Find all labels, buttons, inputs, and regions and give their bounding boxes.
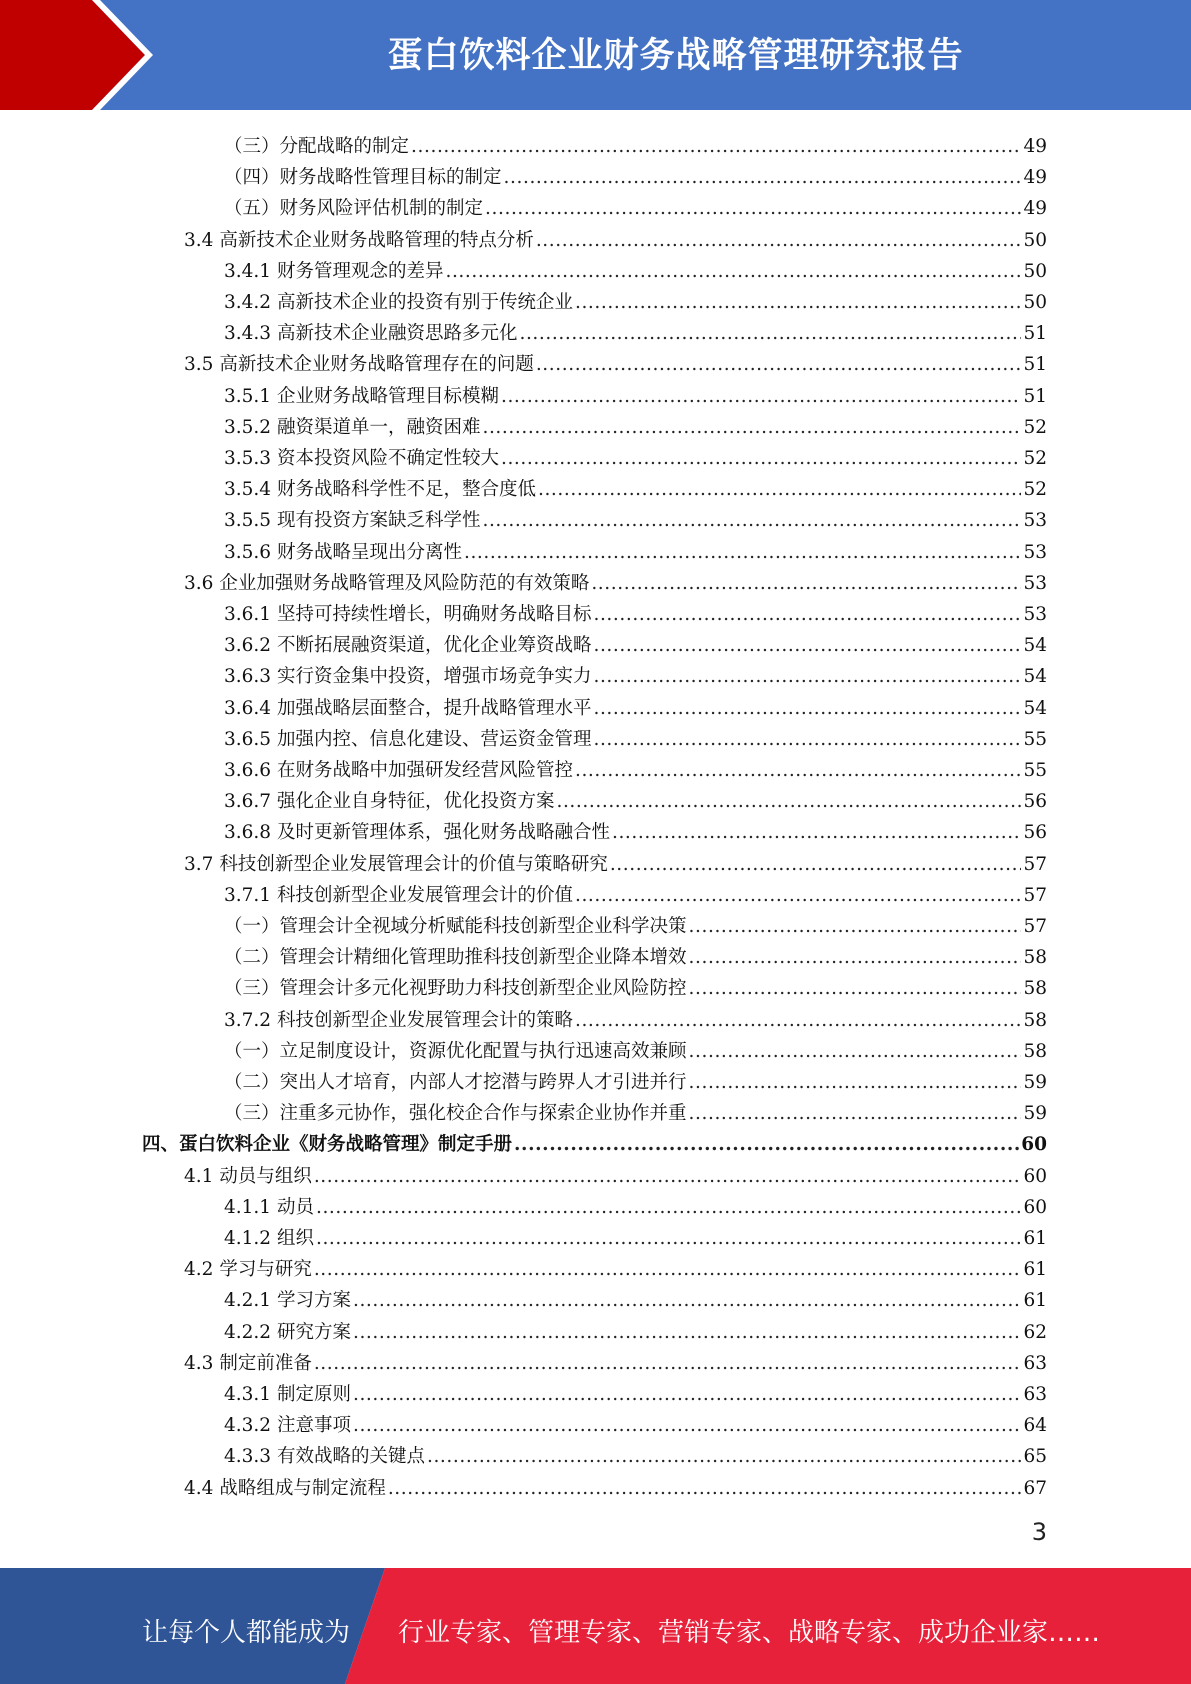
toc-entry[interactable] bbox=[224, 1437, 1047, 1468]
toc-dot-leader bbox=[353, 1384, 1021, 1406]
toc-entry[interactable] bbox=[224, 689, 1047, 720]
toc-entry-title: 加强战略层面整合，提升战略管理水平 bbox=[276, 697, 592, 719]
toc-entry-number: 4.3.1 bbox=[224, 1384, 277, 1405]
toc-dot-leader bbox=[314, 1353, 1022, 1375]
toc-entry-title: 融资渠道单一，融资困难 bbox=[276, 416, 481, 438]
toc-entry-title: 高新技术企业的投资有别于传统企业 bbox=[276, 292, 573, 313]
toc-entry-title: 学习与研究 bbox=[219, 1259, 312, 1281]
toc-entry[interactable] bbox=[224, 969, 1047, 1000]
toc-entry[interactable] bbox=[224, 751, 1047, 782]
toc-entry-page: 53 bbox=[1023, 604, 1047, 625]
toc-entry[interactable] bbox=[224, 252, 1047, 283]
toc-entry-number: 3.7.2 bbox=[224, 1009, 277, 1031]
toc-dot-leader bbox=[314, 1166, 1022, 1188]
toc-entry-number: 3.6.2 bbox=[224, 635, 277, 657]
toc-dot-leader bbox=[536, 230, 1022, 252]
toc-entry-page: 53 bbox=[1023, 572, 1047, 594]
toc-entry-number: 3.6.7 bbox=[224, 791, 277, 813]
toc-entry-title: 现有投资方案缺乏科学性 bbox=[276, 510, 481, 532]
toc-entry-page: 63 bbox=[1023, 1352, 1047, 1374]
toc-entry-number: 4.1.2 bbox=[224, 1228, 277, 1249]
toc-entry[interactable] bbox=[224, 938, 1047, 969]
toc-dot-leader bbox=[538, 479, 1021, 501]
toc-entry-title: 动员 bbox=[276, 1196, 314, 1218]
toc-entry-number: 3.5.4 bbox=[224, 479, 277, 501]
toc-entry-page: 50 bbox=[1023, 260, 1047, 282]
toc-entry-page: 52 bbox=[1023, 448, 1047, 469]
toc-dot-leader bbox=[593, 635, 1021, 657]
toc-entry[interactable] bbox=[184, 1250, 1047, 1281]
toc-entry-title: 高新技术企业融资思路多元化 bbox=[276, 323, 518, 345]
toc-dot-leader bbox=[427, 1446, 1021, 1468]
toc-entry-page: 64 bbox=[1023, 1415, 1047, 1437]
footer-slogan-right: 行业专家、管理专家、营销专家、战略专家、成功企业家…… bbox=[398, 1618, 1101, 1648]
toc-entry-number: 3.6.1 bbox=[224, 604, 277, 625]
toc-dot-leader bbox=[445, 261, 1021, 283]
toc-entry[interactable] bbox=[224, 408, 1047, 439]
toc-entry-page: 57 bbox=[1023, 916, 1047, 937]
toc-entry-page: 58 bbox=[1023, 947, 1047, 969]
toc-entry-title: 科技创新型企业发展管理会计的策略 bbox=[276, 1009, 573, 1031]
toc-entry[interactable] bbox=[224, 533, 1047, 564]
page-header bbox=[0, 0, 1191, 110]
toc-dot-leader bbox=[482, 510, 1021, 532]
toc-entry-number: 3.7 bbox=[184, 853, 220, 875]
toc-entry[interactable] bbox=[224, 595, 1047, 626]
toc-entry-title: （四）财务战略性管理目标的制定 bbox=[224, 167, 502, 189]
toc-entry[interactable] bbox=[224, 1188, 1047, 1219]
footer-slogan-left: 让每个人都能成为 bbox=[142, 1618, 351, 1648]
toc-entry-number: 3.5.2 bbox=[224, 416, 277, 438]
toc-dot-leader bbox=[536, 354, 1022, 376]
toc-entry-number: 3.5.5 bbox=[224, 510, 277, 532]
toc-entry-number: 3.6.4 bbox=[224, 697, 277, 719]
toc-entry-title: （二）管理会计精细化管理助推科技创新型企业降本增效 bbox=[224, 947, 687, 969]
toc-dot-leader bbox=[316, 1197, 1021, 1219]
toc-dot-leader bbox=[689, 978, 1022, 1000]
toc-entry-number: 3.6.5 bbox=[224, 728, 277, 750]
toc-dot-leader bbox=[593, 666, 1021, 688]
toc-entry-title: （一）立足制度设计，资源优化配置与执行迅速高效兼顾 bbox=[224, 1040, 687, 1062]
toc-entry-number: 3.6.6 bbox=[224, 760, 277, 781]
toc-dot-leader bbox=[689, 1041, 1022, 1063]
toc-dot-leader bbox=[482, 417, 1021, 439]
toc-dot-leader bbox=[575, 760, 1021, 782]
toc-entry-page: 50 bbox=[1023, 292, 1047, 313]
toc-entry-page: 51 bbox=[1023, 323, 1047, 345]
toc-entry-title: 战略组成与制定流程 bbox=[219, 1477, 386, 1499]
toc-entry-page: 55 bbox=[1023, 760, 1047, 781]
toc-entry-page: 52 bbox=[1023, 416, 1047, 438]
toc-entry-page: 59 bbox=[1023, 1072, 1047, 1093]
toc-entry[interactable] bbox=[224, 720, 1047, 751]
toc-entry-page: 52 bbox=[1023, 479, 1047, 501]
toc-entry[interactable] bbox=[184, 1469, 1047, 1500]
toc-entry[interactable] bbox=[224, 439, 1047, 470]
toc-dot-leader bbox=[353, 1322, 1021, 1344]
toc-entry-page: 57 bbox=[1023, 884, 1047, 906]
toc-entry[interactable] bbox=[224, 314, 1047, 345]
toc-entry-number: 4.4 bbox=[184, 1477, 220, 1499]
toc-entry-title: 高新技术企业财务战略管理的特点分析 bbox=[219, 229, 534, 251]
toc-entry[interactable] bbox=[224, 1313, 1047, 1344]
toc-dot-leader bbox=[388, 1478, 1022, 1500]
toc-entry-title: 坚持可持续性增长，明确财务战略目标 bbox=[276, 604, 592, 625]
toc-entry[interactable] bbox=[224, 813, 1047, 844]
toc-entry-page: 59 bbox=[1023, 1103, 1047, 1125]
toc-entry[interactable] bbox=[224, 1094, 1047, 1125]
toc-entry-page: 65 bbox=[1023, 1446, 1047, 1468]
toc-entry-page: 54 bbox=[1023, 666, 1047, 688]
toc-entry-title: 不断拓展融资渠道，优化企业筹资战略 bbox=[276, 635, 592, 657]
toc-entry-page: 53 bbox=[1023, 541, 1047, 563]
toc-entry-page: 60 bbox=[1023, 1165, 1047, 1187]
toc-entry-title: 企业加强财务战略管理及风险防范的有效策略 bbox=[219, 572, 590, 594]
toc-dot-leader bbox=[501, 448, 1021, 470]
toc-dot-leader bbox=[316, 1228, 1021, 1250]
toc-entry[interactable] bbox=[224, 1375, 1047, 1406]
toc-entry-page: 58 bbox=[1023, 1009, 1047, 1031]
toc-entry-title: 研究方案 bbox=[276, 1321, 351, 1343]
toc-entry-number: 3.4.3 bbox=[224, 323, 277, 345]
report-title: 蛋白饮料企业财务战略管理研究报告 bbox=[387, 36, 964, 76]
page-footer bbox=[0, 1568, 1191, 1684]
toc-entry-page: 58 bbox=[1023, 978, 1047, 1000]
toc-entry[interactable] bbox=[184, 221, 1047, 252]
toc-entry-page: 61 bbox=[1023, 1259, 1047, 1281]
toc-dot-leader bbox=[593, 729, 1021, 751]
toc-entry-number: 4.1 bbox=[184, 1165, 220, 1187]
toc-entry-number: 3.5 bbox=[184, 354, 220, 376]
toc-entry[interactable] bbox=[184, 345, 1047, 376]
toc-entry-number: 3.7.1 bbox=[224, 884, 277, 906]
toc-entry[interactable] bbox=[224, 1063, 1047, 1094]
toc-entry-page: 49 bbox=[1023, 167, 1047, 189]
toc-entry-title: 加强内控、信息化建设、营运资金管理 bbox=[276, 728, 592, 750]
toc-entry-title: 组织 bbox=[276, 1228, 314, 1249]
toc-entry-title: （五）财务风险评估机制的制定 bbox=[224, 198, 484, 220]
toc-dot-leader bbox=[485, 198, 1021, 220]
toc-entry[interactable] bbox=[184, 564, 1047, 595]
toc-entry-number: 4.2 bbox=[184, 1259, 220, 1281]
toc-entry[interactable] bbox=[224, 907, 1047, 938]
toc-dot-leader bbox=[689, 916, 1022, 938]
toc-entry[interactable] bbox=[224, 1281, 1047, 1312]
toc-entry-number: 3.5.1 bbox=[224, 385, 277, 407]
toc-entry-page: 61 bbox=[1023, 1290, 1047, 1312]
toc-entry-page: 51 bbox=[1023, 354, 1047, 376]
toc-entry[interactable] bbox=[184, 1157, 1047, 1188]
toc-entry-title: 资本投资风险不确定性较大 bbox=[276, 448, 499, 469]
toc-entry-title: 财务管理观念的差异 bbox=[276, 260, 444, 282]
toc-entry-title: （三）分配战略的制定 bbox=[224, 136, 410, 157]
toc-entry-page: 60 bbox=[1021, 1134, 1047, 1156]
toc-entry[interactable] bbox=[142, 1125, 1047, 1156]
toc-entry[interactable] bbox=[224, 626, 1047, 657]
toc-dot-leader bbox=[501, 386, 1021, 408]
toc-entry[interactable] bbox=[224, 158, 1047, 189]
toc-entry[interactable] bbox=[224, 189, 1047, 220]
toc-entry-title: 学习方案 bbox=[276, 1290, 351, 1312]
toc-dot-leader bbox=[504, 167, 1022, 189]
toc-entry-number: 3.6.3 bbox=[224, 666, 277, 688]
toc-dot-leader bbox=[514, 1134, 1019, 1156]
toc-entry-page: 58 bbox=[1023, 1040, 1047, 1062]
toc-entry[interactable] bbox=[224, 657, 1047, 688]
toc-entry-title: 实行资金集中投资，增强市场竞争实力 bbox=[276, 666, 592, 688]
toc-entry-title: 强化企业自身特征，优化投资方案 bbox=[276, 791, 555, 813]
toc-entry-title: 制定前准备 bbox=[219, 1352, 312, 1374]
toc-entry-page: 67 bbox=[1023, 1477, 1047, 1499]
toc-entry-title: 高新技术企业财务战略管理存在的问题 bbox=[219, 354, 534, 376]
toc-entry-title: 科技创新型企业发展管理会计的价值 bbox=[276, 884, 573, 906]
toc-entry[interactable] bbox=[184, 845, 1047, 876]
toc-entry-number: 3.6.8 bbox=[224, 822, 277, 844]
toc-entry[interactable] bbox=[224, 470, 1047, 501]
toc-entry-title: 四、蛋白饮料企业《财务战略管理》制定手册 bbox=[142, 1134, 513, 1156]
toc-dot-leader bbox=[575, 1010, 1021, 1032]
toc-entry-title: 在财务战略中加强研发经营风险管控 bbox=[276, 760, 573, 781]
toc-entry-page: 57 bbox=[1023, 853, 1047, 875]
toc-dot-leader bbox=[464, 542, 1021, 564]
toc-entry-title: （三）管理会计多元化视野助力科技创新型企业风险防控 bbox=[224, 978, 687, 1000]
toc-dot-leader bbox=[689, 947, 1022, 969]
toc-dot-leader bbox=[575, 292, 1021, 314]
toc-entry-page: 51 bbox=[1023, 385, 1047, 407]
toc-entry-number: 4.3.3 bbox=[224, 1446, 277, 1468]
toc-entry-title: 制定原则 bbox=[276, 1384, 351, 1405]
toc-entry[interactable] bbox=[224, 876, 1047, 907]
toc-entry-number: 3.4.1 bbox=[224, 260, 277, 282]
toc-entry[interactable] bbox=[224, 377, 1047, 408]
toc-dot-leader bbox=[593, 698, 1021, 720]
toc-entry-page: 50 bbox=[1023, 229, 1047, 251]
toc-entry[interactable] bbox=[224, 501, 1047, 532]
toc-entry-number: 3.4.2 bbox=[224, 292, 277, 313]
toc-dot-leader bbox=[610, 854, 1022, 876]
toc-dot-leader bbox=[519, 323, 1021, 345]
toc-entry[interactable] bbox=[224, 1032, 1047, 1063]
toc-entry-number: 3.5.3 bbox=[224, 448, 277, 469]
toc-entry-number: 3.5.6 bbox=[224, 541, 277, 563]
toc-entry[interactable] bbox=[224, 127, 1047, 158]
toc-dot-leader bbox=[556, 791, 1021, 813]
toc-entry-title: 动员与组织 bbox=[219, 1165, 312, 1187]
toc-entry-page: 49 bbox=[1023, 198, 1047, 220]
toc-entry[interactable] bbox=[224, 1001, 1047, 1032]
toc-entry[interactable] bbox=[184, 1344, 1047, 1375]
toc-entry-page: 54 bbox=[1023, 635, 1047, 657]
toc-dot-leader bbox=[689, 1072, 1022, 1094]
toc-entry-title: 科技创新型企业发展管理会计的价值与策略研究 bbox=[219, 853, 608, 875]
toc-entry-number: 3.4 bbox=[184, 229, 220, 251]
toc-entry-number: 3.6 bbox=[184, 572, 220, 594]
toc-entry-title: 注意事项 bbox=[276, 1415, 351, 1437]
toc-entry-title: 财务战略呈现出分离性 bbox=[276, 541, 462, 563]
toc-dot-leader bbox=[411, 136, 1021, 158]
toc-dot-leader bbox=[353, 1415, 1021, 1437]
toc-dot-leader bbox=[575, 885, 1021, 907]
toc-dot-leader bbox=[353, 1290, 1021, 1312]
toc-entry-number: 4.1.1 bbox=[224, 1196, 277, 1218]
toc-entry-page: 63 bbox=[1023, 1384, 1047, 1405]
toc-entry[interactable] bbox=[224, 283, 1047, 314]
toc-entry-page: 62 bbox=[1023, 1321, 1047, 1343]
toc-dot-leader bbox=[591, 573, 1021, 595]
page-number: 3 bbox=[1031, 1518, 1047, 1546]
toc-entry-number: 4.3.2 bbox=[224, 1415, 277, 1437]
toc-entry-page: 60 bbox=[1023, 1196, 1047, 1218]
toc-entry[interactable] bbox=[224, 1406, 1047, 1437]
toc-dot-leader bbox=[612, 822, 1021, 844]
toc-entry-title: 财务战略科学性不足，整合度低 bbox=[276, 479, 536, 501]
toc-entry-number: 4.2.2 bbox=[224, 1321, 277, 1343]
toc-entry-page: 55 bbox=[1023, 728, 1047, 750]
toc-entry-page: 53 bbox=[1023, 510, 1047, 532]
toc-entry-title: 及时更新管理体系，强化财务战略融合性 bbox=[276, 822, 610, 844]
toc-entry-number: 4.3 bbox=[184, 1352, 220, 1374]
toc-entry-title: （三）注重多元协作，强化校企合作与探索企业协作并重 bbox=[224, 1103, 687, 1125]
toc-entry[interactable] bbox=[224, 1219, 1047, 1250]
toc-entry-title: 企业财务战略管理目标模糊 bbox=[276, 385, 499, 407]
toc-entry-title: 有效战略的关键点 bbox=[276, 1446, 425, 1468]
toc-dot-leader bbox=[314, 1259, 1022, 1281]
toc-dot-leader bbox=[689, 1103, 1022, 1125]
toc-entry-number: 4.2.1 bbox=[224, 1290, 277, 1312]
toc-dot-leader bbox=[593, 604, 1021, 626]
toc-entry-page: 61 bbox=[1023, 1228, 1047, 1249]
toc-entry[interactable] bbox=[224, 782, 1047, 813]
toc-entry-page: 56 bbox=[1023, 791, 1047, 813]
toc-entry-page: 56 bbox=[1023, 822, 1047, 844]
toc-entry-page: 49 bbox=[1023, 136, 1047, 157]
toc-entry-title: （一）管理会计全视域分析赋能科技创新型企业科学决策 bbox=[224, 916, 687, 937]
toc-entry-page: 54 bbox=[1023, 697, 1047, 719]
toc-entry-title: （二）突出人才培育，内部人才挖潜与跨界人才引进并行 bbox=[224, 1072, 687, 1093]
